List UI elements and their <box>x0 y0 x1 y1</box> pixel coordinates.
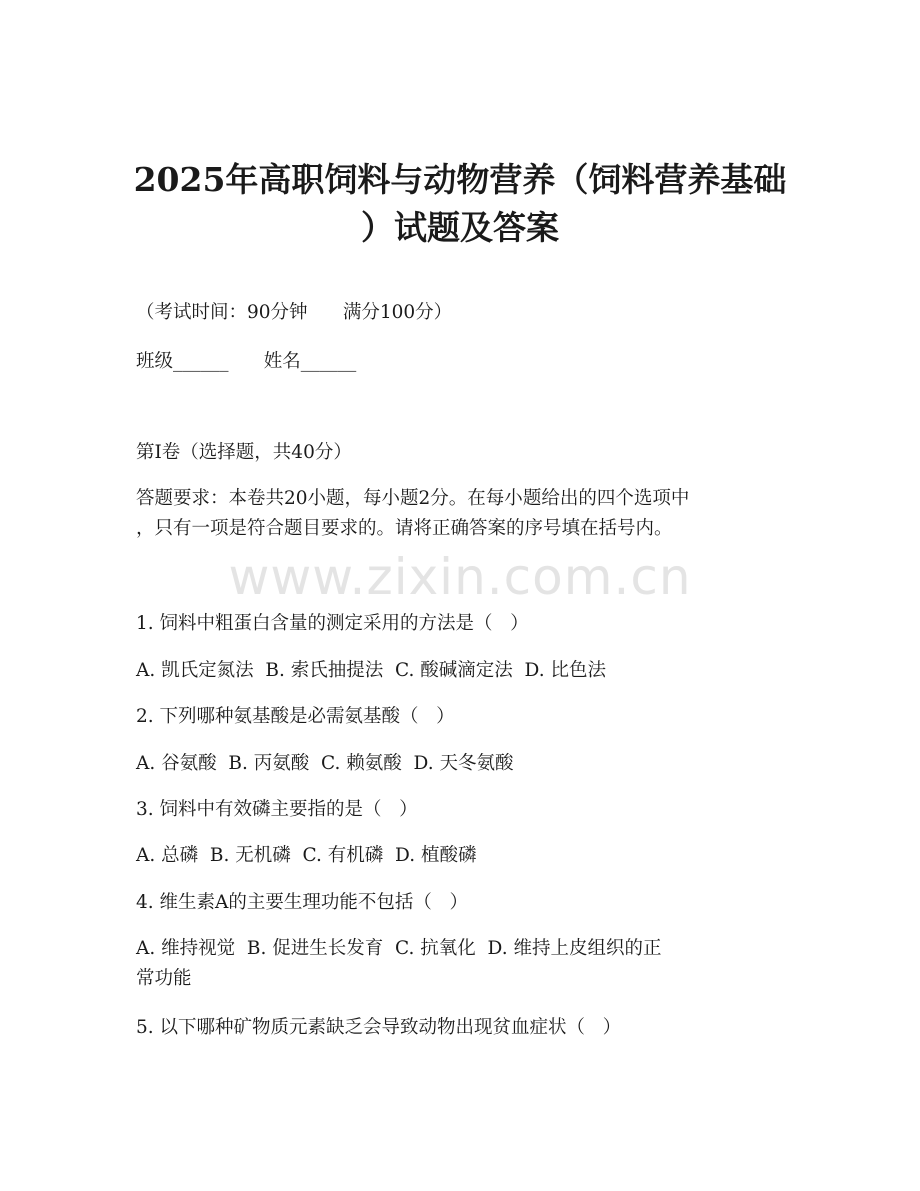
question-2-stem: 2. 下列哪种氨基酸是必需氨基酸（ ） <box>136 706 455 727</box>
document-title-line-1: 2025年高职饲料与动物营养（饲料营养基础 <box>133 160 787 199</box>
question-4-options: A. 维持视觉 B. 促进生长发育 C. 抗氧化 D. 维持上皮组织的正 <box>136 938 662 959</box>
exam-info: （考试时间：90分钟 满分100分） <box>136 302 453 323</box>
watermark: www.zixin.com.cn <box>228 548 692 606</box>
question-3-stem: 3. 饲料中有效磷主要指的是（ ） <box>136 799 418 820</box>
section-heading: 第I卷（选择题，共40分） <box>136 442 352 463</box>
question-5-stem: 5. 以下哪种矿物质元素缺乏会导致动物出现贫血症状（ ） <box>136 1017 622 1038</box>
question-4-stem: 4. 维生素A的主要生理功能不包括（ ） <box>136 892 469 913</box>
document-title-line-2: ）试题及答案 <box>361 208 559 247</box>
question-3-options: A. 总磷 B. 无机磷 C. 有机磷 D. 植酸磷 <box>136 845 477 866</box>
instructions-line-1: 答题要求：本卷共20小题，每小题2分。在每小题给出的四个选项中 <box>136 488 690 509</box>
question-1-stem: 1. 饲料中粗蛋白含量的测定采用的方法是（ ） <box>136 613 529 634</box>
question-2-options: A. 谷氨酸 B. 丙氨酸 C. 赖氨酸 D. 天冬氨酸 <box>136 753 514 774</box>
student-fields: 班级______ 姓名______ <box>136 351 357 372</box>
question-1-options: A. 凯氏定氮法 B. 索氏抽提法 C. 酸碱滴定法 D. 比色法 <box>136 660 606 681</box>
instructions-line-2: ，只有一项是符合题目要求的。请将正确答案的序号填在括号内。 <box>136 518 673 539</box>
question-4-options-continued: 常功能 <box>136 968 192 989</box>
